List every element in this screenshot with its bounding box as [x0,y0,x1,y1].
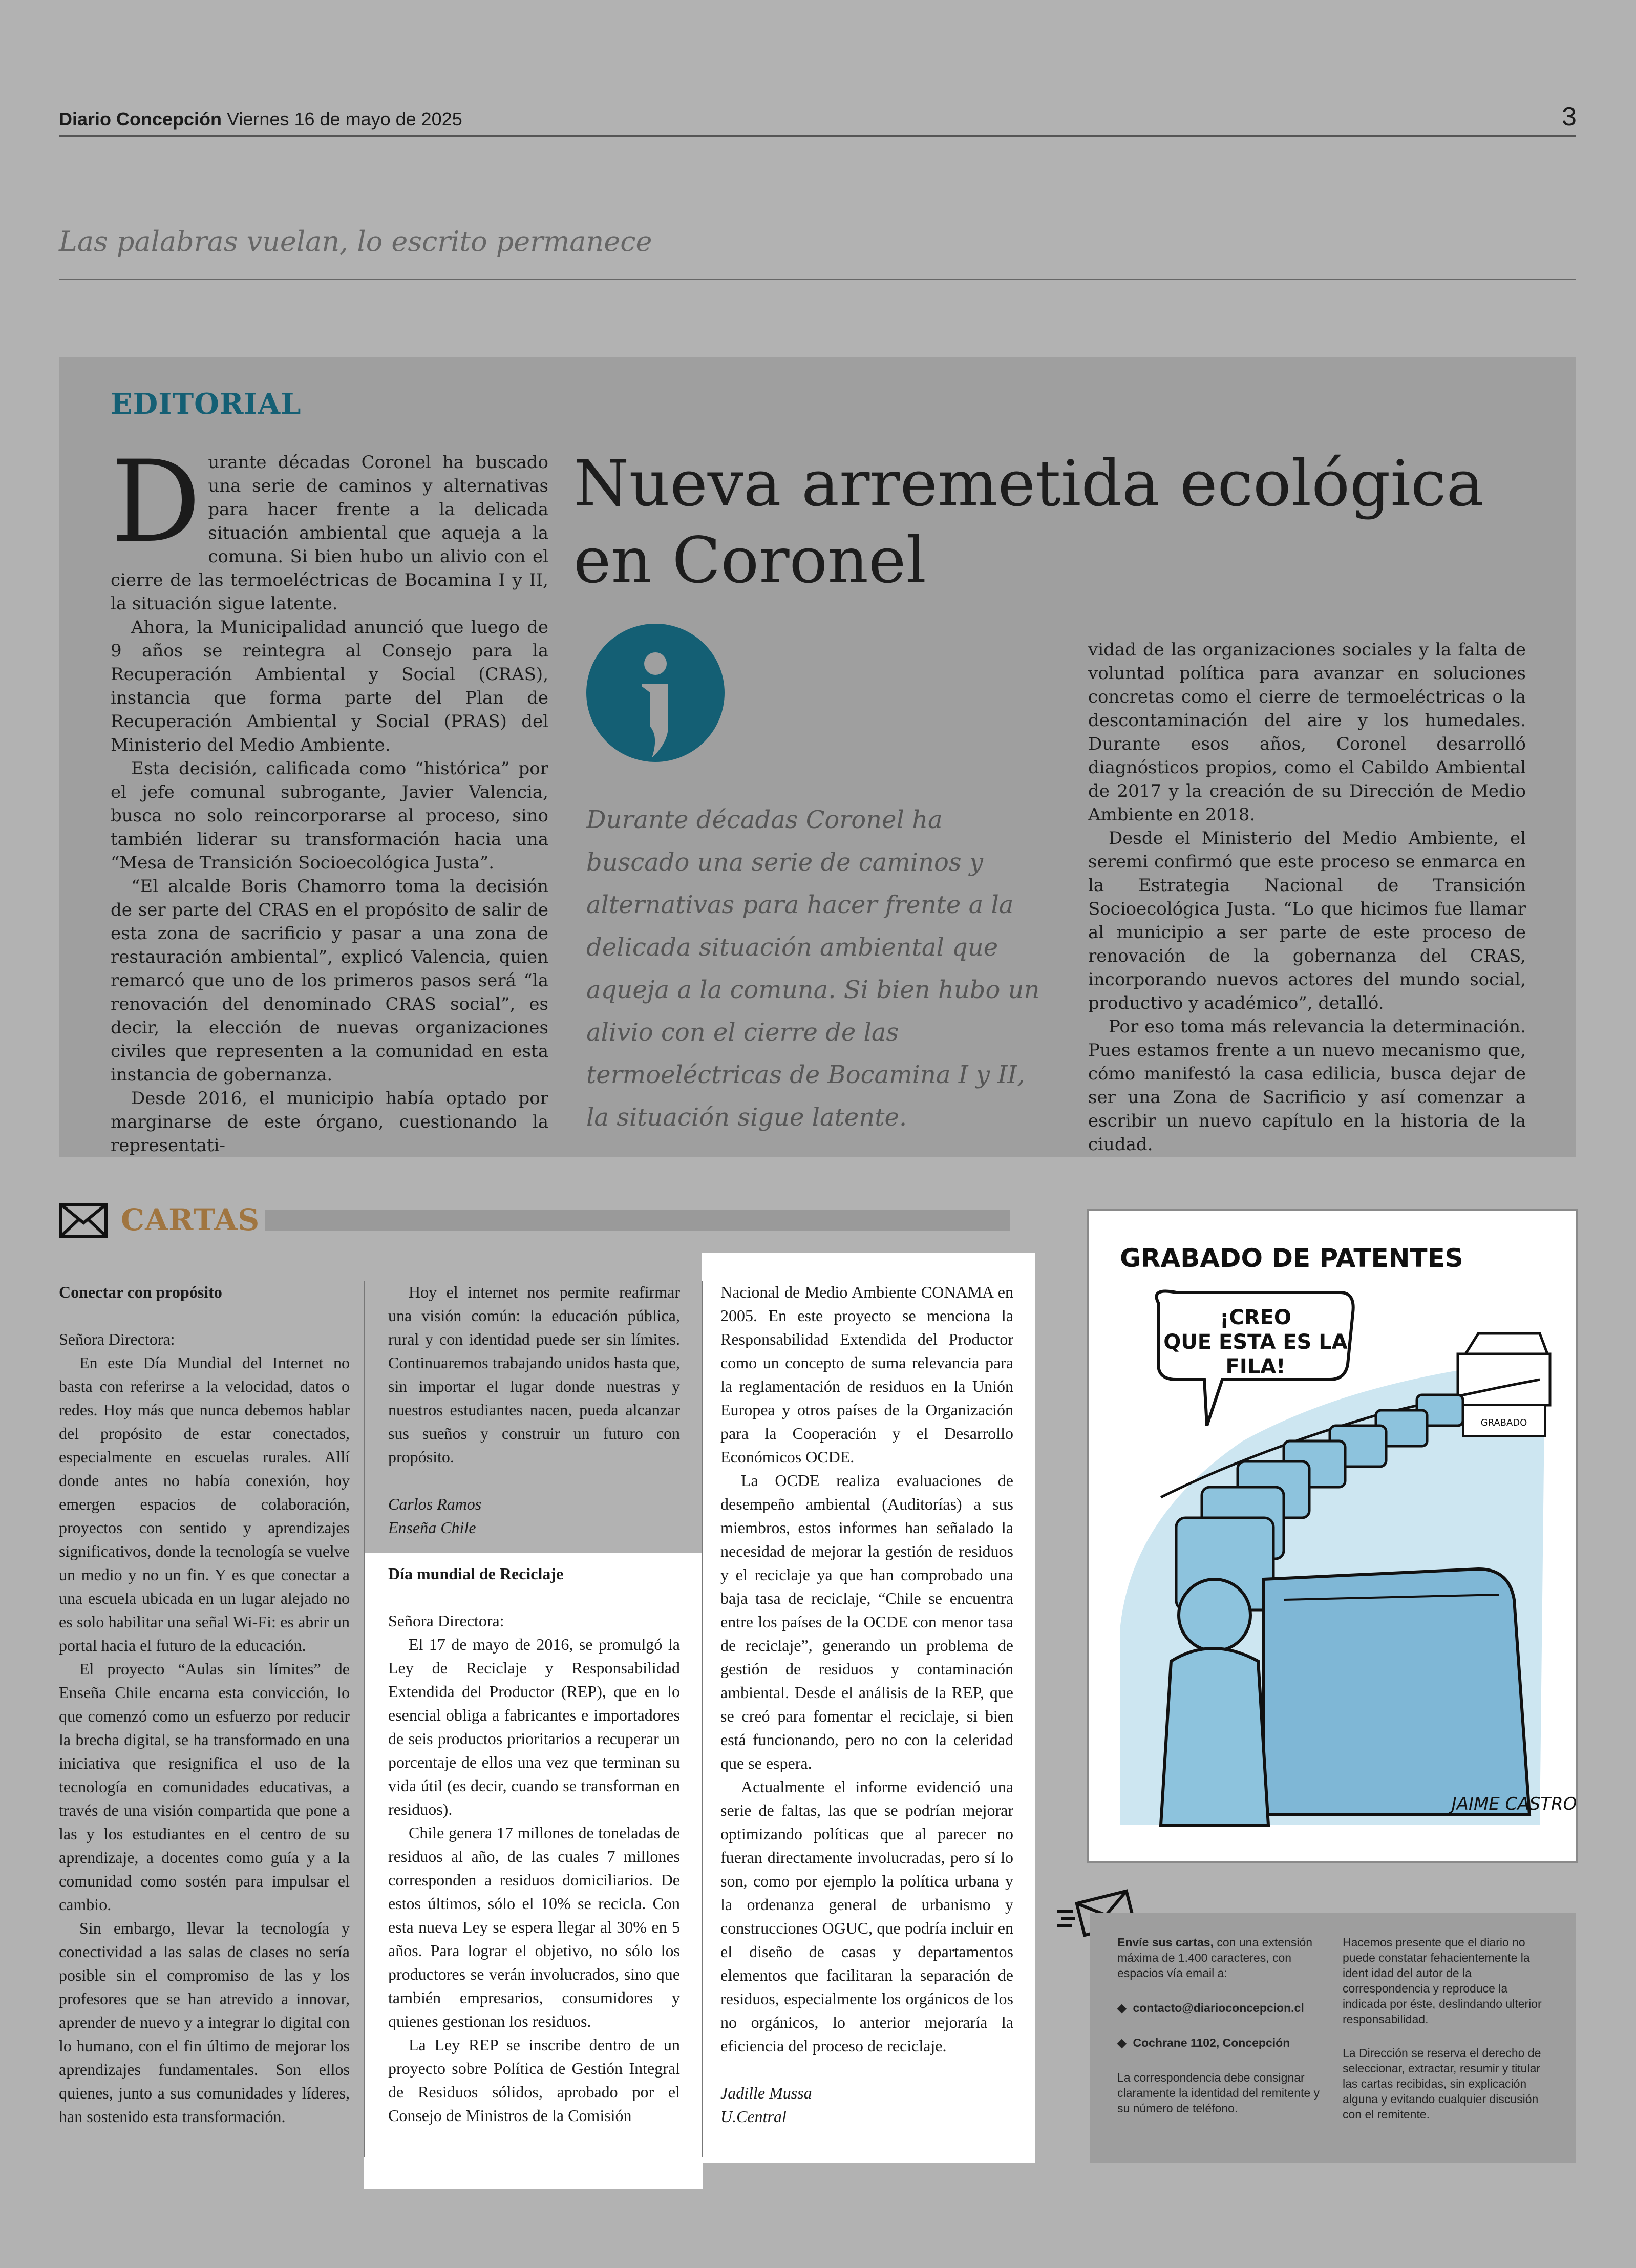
contact-email[interactable]: contacto@diarioconcepcion.cl [1133,2001,1304,2015]
drop-cap: D [111,436,201,567]
editorial-p4: “El alcalde Boris Chamorro toma la decisión de ser parte del CRAS en el propósito de salir de esta zona de sacrificio y pasar a una zona de restauración ambiental”, explicó Valencia, quien remarcó que uno de los primeros pasos será “la renovación del denominado CRAS social”, es decir, la elección de nuevas organizaciones civiles que representen a la comunidad en esta instancia de gobernanza. [111,876,548,1085]
letter2-p4: Nacional de Medio Ambiente CONAMA en 2005. En este proyecto se menciona la Responsabilidad Extendida del Productor como un concepto de suma relevancia para la reglamentación de residuos en la Unión Europea y otros países de la Organización para la Cooperación y el Desarrollo Económicos OCDE. [720,1283,1013,1466]
letter2-title: Día mundial de Reciclaje [388,1564,564,1583]
column-divider [702,1281,703,2157]
letter1-p4: Hoy el internet nos permite reafirmar una visión común: la educación pública, rural y con identidad puede ser sin límites. Continuaremos trabajando unidos hasta que, sin importar el lugar donde nuestras y nuestros estudiantes nacen, pueda alcanzar sus sueños y construir un futuro con propósito. [388,1283,680,1466]
editorial-column-1 [111,436,548,1157]
letter2-author: Jadille Mussa [720,2084,812,2102]
contact-address: Cochrane 1102, Concepción [1133,2036,1290,2049]
editorial-column-3 [1088,638,1526,1156]
letter2-column-1 [388,1562,680,2127]
infobox-right [1343,1935,1553,2122]
motto: Las palabras vuelan, lo escrito permanece [59,225,652,258]
editorial-p2: Ahora, la Municipalidad anunció que luego de 9 años se reintegra al Consejo para la Recuperación Ambiental y Social (CRAS), instancia que forma parte del Plan de Recuperación Ambiental y Social (PRAS) del Ministerio del Medio Ambiente. [111,617,548,755]
letter2-p6: Actualmente el informe evidenció una serie de faltas, las que se podrían mejorar optimizando políticas que al parecer no fueran directamente involucradas, pero sí lo son, como por ejemplo la política urbana y la ordenanza general de urbanismo y construcciones OGUC, que podría incluir en el diseño de casas y departamentos elementos que facilitaran la separación de residuos, especialmente los orgánicos de los no orgánicos, lo anterior mejoraría la eficiencia del proceso de reciclaje. [720,1777,1013,2055]
letter2-p3: La Ley REP se inscribe dentro de un proyecto sobre Política de Gestión Integral de Residuos sólidos, aprobado por el Consejo de Ministros de la Comisión [388,2036,680,2125]
editorial-p1: urante décadas Coronel ha buscado una serie de caminos y alternativas para hacer frente a la delicada situación ambiental que aqueja a la comuna. Si bien hubo un alivio con el cierre de las termoeléctricas de Bocamina I y II, la situación sigue latente. [111,452,548,614]
pull-quote: Durante décadas Coronel ha buscado una serie de caminos y alternativas para hacer frente a la delicada situación ambiental que aqueja a la comuna. Si bien hubo un alivio con el cierre de las termoeléctricas de Bocamina I y II, la situación sigue latente. [586,806,1040,1132]
letter1-author: Carlos Ramos [388,1495,482,1513]
editorial-p3: Esta decisión, calificada como “histórica” por el jefe comunal subrogante, Javier Valencia, busca no solo reincorporarse al proceso, sino también liderar su transformación hacia una “Mesa de Transición Socioecológica Justa”. [111,758,548,873]
letter1-title: Conectar con propósito [59,1283,222,1301]
infobox-note-2: Hacemos presente que el diario no puede constatar fehacientemente la ident idad del autor de la correspondencia y reproduce la indicada por éste, deslindando ulterior responsabilidad. [1343,1936,1542,2026]
letter2-p2: Chile genera 17 millones de toneladas de residuos al año, de las cuales 7 millones corresponden a residuos domiciliarios. De estos últimos, sólo el 10% se recicla. Con esta nueva Ley se espera llegar al 30% en 5 años. Para lograr el objetivo, no sólo los productores se verán involucrados, sino que también empresarios, consumidores y quienes gestionan los residuos. [388,1824,680,2030]
letter1-column-1 [59,1280,350,2128]
svg-text:FILA!: FILA! [1225,1355,1286,1379]
letter1-p1: En este Día Mundial del Internet no basta con referirse a la velocidad, datos o redes. Hoy más que nunca debemos hablar del propósito de estar conectados, especialmente en escuelas rurales. Allí donde antes no había conexión, hoy emergen espacios de colaboración, proyectos con sentido y aprendizajes significativos, donde la tecnología se vuelve un medio y no un fin. Y es que conectar a una escuela ubicada en un lugar alejado no es solo habilitar una señal Wi-Fi: es abrir un portal hacia el futuro de la educación. [59,1353,350,1655]
svg-text:¡CREO: ¡CREO [1220,1306,1291,1329]
motto-rule [59,279,1576,280]
issue-date: Viernes 16 de mayo de 2025 [227,109,462,130]
cartoon-signature: JAIME CASTRO [1451,1794,1576,1814]
letter1-column-2 [388,1280,680,1539]
svg-text:GRABADO: GRABADO [1480,1417,1527,1428]
editorial-p5: Desde 2016, el municipio había optado por marginarse de este órgano, cuestionando la representati- [111,1088,548,1156]
cartas-label: CARTAS [121,1202,260,1237]
editorial-label: EDITORIAL [111,387,302,421]
letter1-org: Enseña Chile [388,1518,476,1537]
letter2-p5: La OCDE realiza evaluaciones de desempeño ambiental (Auditorías) a sus miembros, estos informes han señalado la necesidad de mejorar la gestión de residuos y el reciclaje ya que han comprobado una baja tasa de reciclaje, “Chile se encuentra entre los países de la OCDE con menor tasa de reciclaje”, generando un problema de gestión de residuos y contaminación ambiental. Desde el análisis de la REP, que se creó para fomentar el reciclaje, si bien está funcionando, pero no con la celeridad que se espera. [720,1471,1013,1772]
paper-name: Diario Concepción [59,109,222,130]
info-icon [586,624,725,762]
cartoon-drawing [1089,1211,1576,1861]
column-divider [364,1281,365,2157]
envelope-icon [59,1202,108,1238]
editorial-headline: Nueva arremetida ecológica en Coronel [573,447,1484,598]
page-header [59,109,462,130]
header-rule [59,135,1576,137]
page-number: 3 [1562,102,1577,132]
letter1-salutation: Señora Directora: [59,1330,175,1348]
infobox-note-3: La Dirección se reserva el derecho de seleccionar, extractar, resumir y titular las cartas recibidas, sin explicación alguna y evitando cualquier discusión con el remitente. [1343,2046,1541,2121]
letter2-org: U.Central [720,2107,787,2126]
infobox-note-1: La correspondencia debe consignar claramente la identidad del remitente y su número de teléfono. [1117,2071,1320,2115]
letter2-p1: El 17 de mayo de 2016, se promulgó la Ley de Reciclaje y Responsabilidad Extendida del Productor (REP), que en lo esencial obliga a fabricantes e importadores de seis productos prioritarios a recuperar un porcentaje de ellos una vez que terminan su vida útil (es decir, cuando se transforman en residuos). [388,1635,680,1818]
letter2-salutation: Señora Directora: [388,1612,504,1630]
editorial-p8: Por eso toma más relevancia la determinación. Pues estamos frente a un nuevo mecanismo que, cómo manifestó la casa edilicia, busca dejar de ser una Zona de Sacrificio y así comenzar a escribir un nuevo capítulo en la historia de la ciudad. [1088,1016,1526,1155]
letter1-p2: El proyecto “Aulas sin límites” de Enseña Chile encarna esta convicción, lo que comenzó como un esfuerzo por reducir la brecha digital, se ha transformado en una iniciativa que resignifica el uso de la tecnología en comunidades educativas, a través de una visión compartida que pone a las y los estudiantes en el centro de su aprendizaje, a docentes como guía y a la comunidad como sostén para impulsar el cambio. [59,1660,350,1914]
editorial-p7: Desde el Ministerio del Medio Ambiente, el seremi confirmó que este proceso se enmarca en la Estrategia Nacional de Transición Socioecológica Justa. “Lo que hicimos fue llamar al municipio a ser parte de este proceso de renovación de la gobernanza del CRAS, incorporando nuevos actores del mundo social, productivo y académico”, detalló. [1088,828,1526,1013]
cartoon-frame [1087,1209,1578,1863]
cartoon-title: GRABADO DE PATENTES [1120,1243,1463,1273]
letter1-p3: Sin embargo, llevar la tecnología y conectividad a las salas de clases no sería posible sin el compromiso de las y los profesores que se han atrevido a innovar, aprender de nuevo y a integrar lo digital con lo humano, con el fin último de mejorar los aprendizajes fundamentales. Son ellos quienes, junto a sus comunidades y líderes, han sostenido esta transformación. [59,1919,350,2126]
svg-text:QUE ESTA ES LA: QUE ESTA ES LA [1163,1330,1348,1354]
infobox-intro: con una extensión máxima de 1.400 caracteres, con espacios vía email a: [1117,1936,1313,1980]
editorial-p6: vidad de las organizaciones sociales y la falta de voluntad política para avanzar en soluciones concretas como el cierre de termoeléctricas o la descontaminación del aire y los humedales. Durante esos años, Coronel desarrolló diagnósticos propios, como el Cabildo Ambiental de 2017 y la creación de su Dirección de Medio Ambiente en 2018. [1088,640,1526,825]
letter2-column-2 [720,1280,1013,2128]
infobox-left: Envíe sus cartas, con una extensión máxima de 1.400 caracteres, con espacios vía email a: ◆ contacto@diarioconcepcion.cl ◆ Cochrane 1102, Concepción La correspondencia debe consignar claramente la identidad del remitente y su número de teléfono. [1117,1935,1327,2116]
cartas-bar [265,1210,1010,1231]
infobox-intro-bold: Envíe sus cartas, [1117,1936,1214,1949]
